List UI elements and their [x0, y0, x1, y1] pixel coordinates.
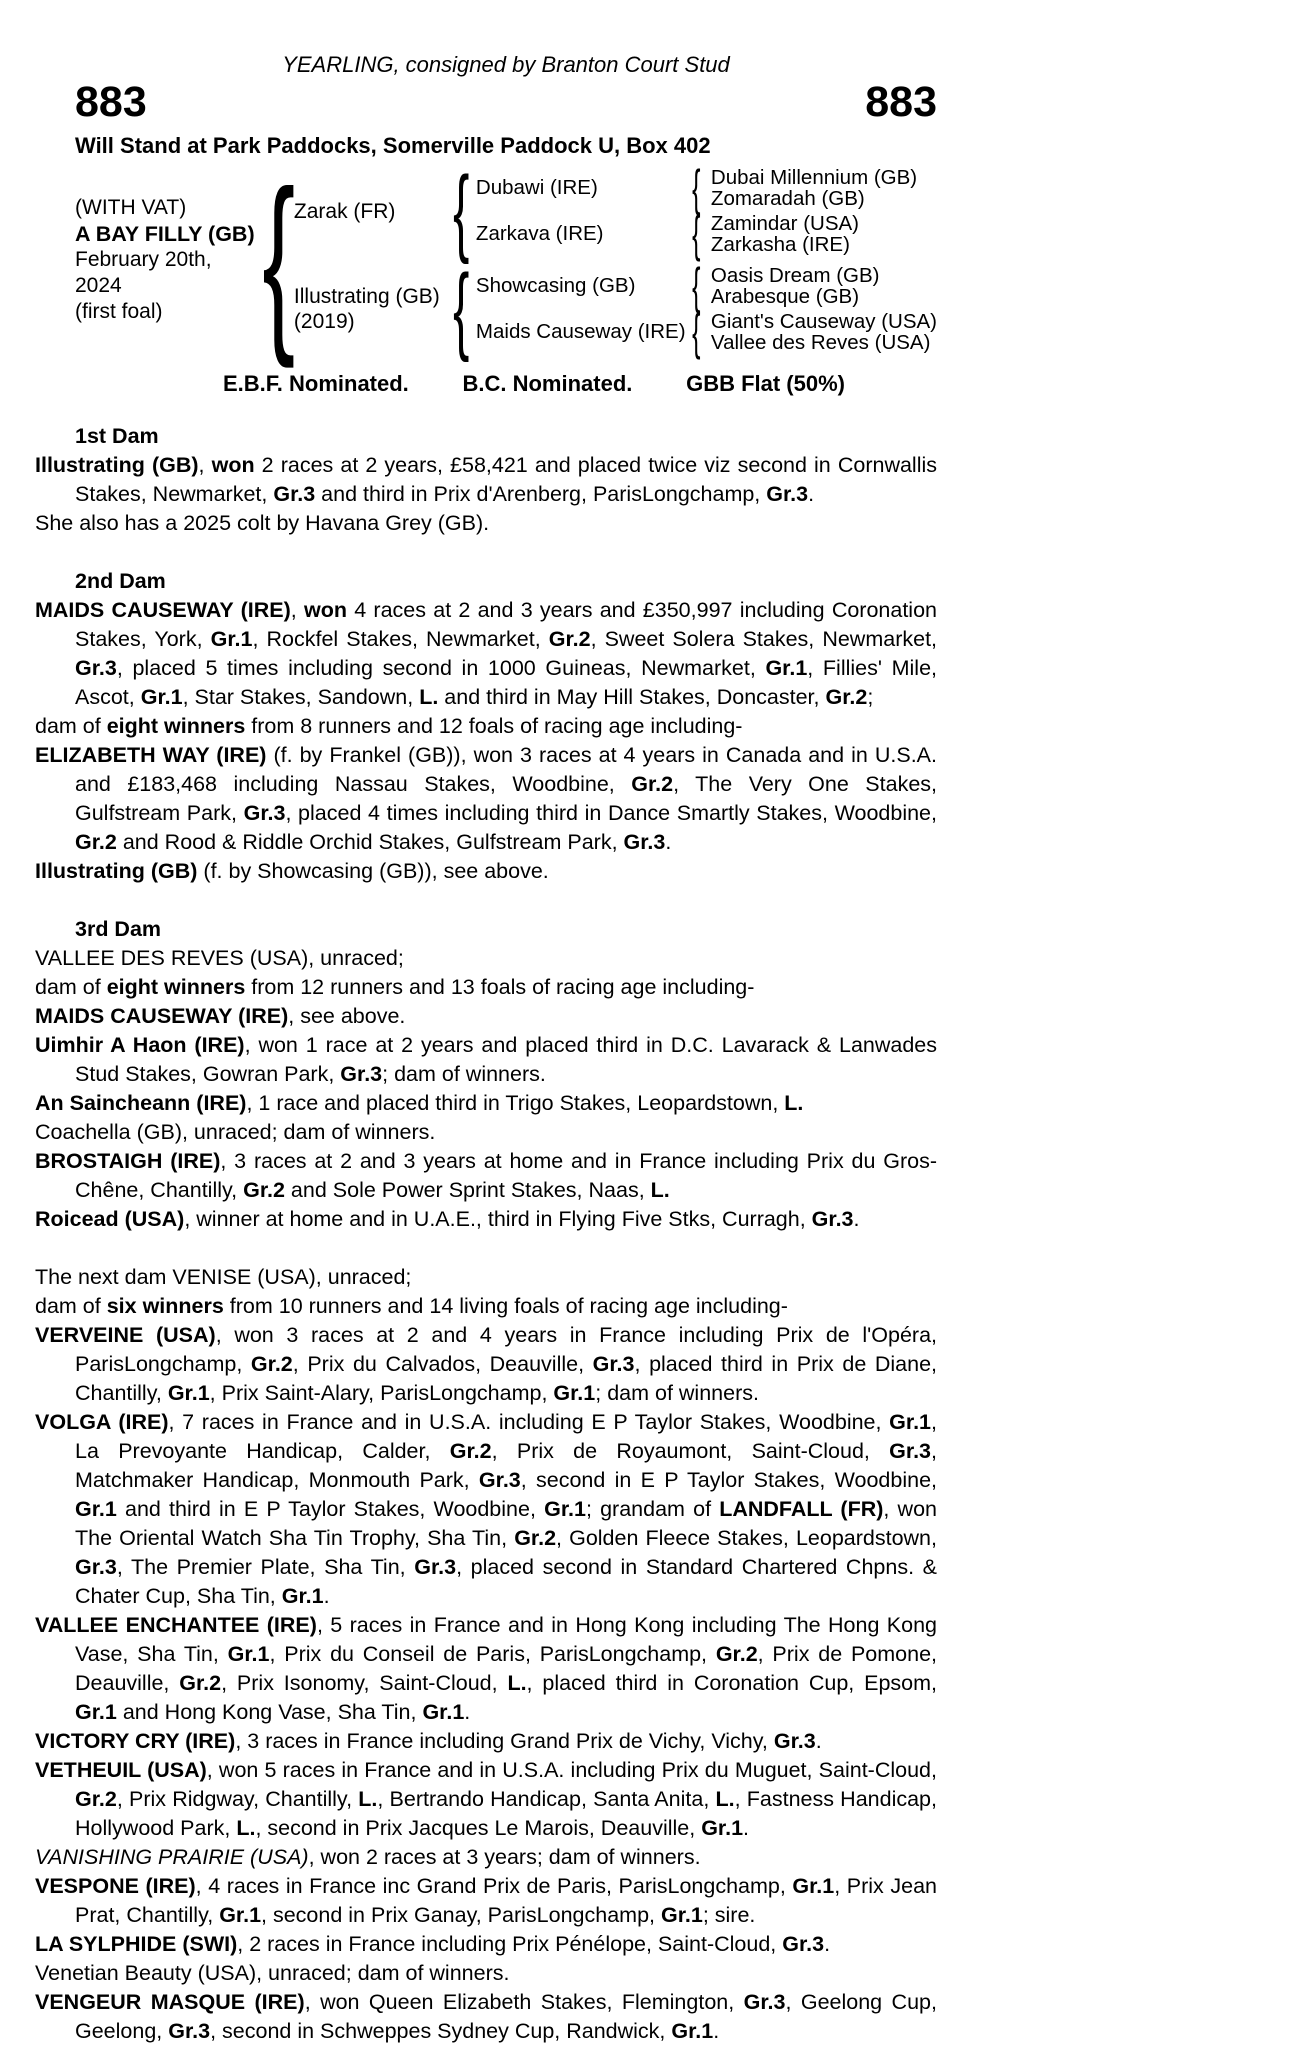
brace-glyph: { — [691, 257, 701, 314]
text-run: An Saincheann (IRE) — [35, 1091, 247, 1115]
text-run: , second in Prix Jacques Le Marois, Deauville, — [255, 1816, 702, 1840]
great-grandparent-pair — [711, 311, 937, 354]
vat-note: (WITH VAT) — [75, 196, 187, 219]
text-run: , won 3 races at 2 and 4 years in France including Prix de l'Opéra, ParisLongchamp, — [75, 1323, 937, 1376]
grandparent-name: Maids Causeway (IRE) — [475, 320, 686, 343]
text-run: BROSTAIGH (IRE) — [35, 1149, 221, 1173]
pedigree-brace-small — [681, 303, 711, 360]
text-run: six winners — [106, 1294, 224, 1318]
text-run: , — [290, 598, 304, 622]
text-run: , Prix du Calvados, Deauville, — [292, 1352, 593, 1376]
text-run: , second in Schweppes Sydney Cup, Randwick, — [210, 2019, 672, 2043]
great-grandparent-name: Oasis Dream (GB) — [710, 263, 880, 287]
brace-glyph: { — [262, 150, 296, 370]
text-run: Gr.2 — [825, 685, 868, 709]
text-run: Gr.2 — [179, 1671, 222, 1695]
brace-glyph: { — [452, 156, 470, 266]
text-run: ; grandam of — [585, 1497, 720, 1521]
text-run: , 1 race and placed third in Trigo Stakes, Leopardstown, — [246, 1091, 785, 1115]
dam-name: Illustrating (GB) — [293, 285, 440, 308]
text-run: , Prix du Conseil de Paris, ParisLongchamp, — [269, 1642, 716, 1666]
sire-parents — [475, 159, 918, 262]
text-run: VALLEE DES REVES (USA), unraced; — [35, 946, 404, 970]
text-run: Illustrating (GB) — [35, 453, 199, 477]
text-run: L. — [507, 1671, 527, 1695]
dam-name-block — [294, 284, 446, 334]
great-grandparent-name: Dubai Millennium (GB) — [710, 165, 918, 189]
dam-section — [35, 1263, 938, 2046]
grandsire-row — [475, 159, 918, 216]
text-run: , Matchmaker Handicap, Monmouth Park, — [75, 1439, 937, 1492]
text-run: , 3 races in France including Grand Prix de Vichy, Vichy, — [235, 1729, 774, 1753]
produce-paragraph — [35, 451, 938, 509]
text-run: , Rockfel Stakes, Newmarket, — [252, 627, 549, 651]
text-run: Gr.3 — [273, 482, 316, 506]
text-run: and Rood & Riddle Orchid Stakes, Gulfstream Park, — [116, 830, 624, 854]
great-grandparent-pair — [711, 167, 917, 210]
dam-year: (2019) — [293, 310, 355, 333]
stand-location-line: Will Stand at Park Paddocks, Somerville Paddock U, Box 402 — [75, 133, 711, 158]
text-run: , Sweet Solera Stakes, Newmarket, — [590, 627, 938, 651]
text-run: , won The Oriental Watch Sha Tin Trophy, Sha Tin, — [75, 1497, 937, 1550]
produce-paragraph — [35, 1002, 937, 1031]
produce-paragraph — [35, 1727, 937, 1756]
text-run: Gr.1 — [210, 627, 253, 651]
bc-nominated: B.C. Nominated. — [462, 371, 633, 396]
text-run: , Fastness Handicap, Hollywood Park, — [75, 1787, 937, 1840]
produce-paragraph — [35, 857, 937, 886]
text-run: ; dam of winners. — [595, 1381, 759, 1405]
text-run: VOLGA (IRE) — [35, 1410, 169, 1434]
text-run: Gr.3 — [592, 1352, 635, 1376]
text-run: , Prix Jean Prat, Chantilly, — [75, 1874, 937, 1927]
lot-number-row — [75, 80, 937, 124]
text-run: Gr.3 — [168, 2019, 211, 2043]
produce-paragraph — [35, 1756, 937, 1843]
text-run: Gr.3 — [478, 1468, 521, 1492]
text-run: from 12 runners and 13 foals of racing age including- — [245, 975, 755, 999]
produce-paragraph — [35, 1147, 937, 1205]
text-run: Gr.1 — [75, 1700, 117, 1724]
dam-section — [35, 567, 938, 886]
text-run: Gr.2 — [250, 1352, 293, 1376]
text-run: , placed third in Coronation Cup, Epsom, — [526, 1671, 937, 1695]
text-run: , Geelong Cup, Geelong, — [75, 1990, 937, 2043]
great-grandparent-name: Arabesque (GB) — [710, 285, 860, 308]
text-run: won — [304, 598, 347, 622]
text-run: Gr.3 — [782, 1932, 825, 1956]
dam-section-heading: 1st Dam — [75, 424, 159, 448]
text-run: 4 races at 2 and 3 years and £350,997 including Coronation Stakes, York, — [75, 598, 937, 651]
text-run: Uimhir A Haon (IRE) — [35, 1033, 245, 1057]
text-run: . — [808, 482, 815, 506]
text-run: Roicead (USA) — [35, 1207, 185, 1231]
pedigree-brace-dam — [446, 254, 476, 364]
text-run: . — [815, 1729, 822, 1753]
dam-section — [35, 422, 938, 538]
produce-paragraph — [35, 596, 938, 712]
text-run: Venetian Beauty (USA), unraced; dam of winners. — [35, 1961, 510, 1985]
sire-branch — [293, 156, 937, 266]
text-run: , Golden Fleece Stakes, Leopardstown, — [556, 1526, 937, 1550]
text-run: Gr.3 — [811, 1207, 854, 1231]
text-run: LA SYLPHIDE (SWI) — [35, 1932, 238, 1956]
text-run: VESPONE (IRE) — [35, 1874, 196, 1898]
text-run: , Prix de Pomone, Deauville, — [75, 1642, 938, 1695]
text-run: Gr.3 — [340, 1062, 383, 1086]
text-run: . — [743, 1816, 750, 1840]
nominations-line — [75, 370, 937, 398]
text-run: Gr.3 — [623, 830, 666, 854]
text-run: , placed 4 times including third in Dance Smartly Stakes, Woodbine, — [285, 801, 937, 825]
text-run: Gr.3 — [766, 482, 809, 506]
lot-number-left: 883 — [75, 78, 147, 126]
produce-paragraph — [35, 1321, 938, 1408]
grandparent-name: Showcasing (GB) — [475, 274, 636, 297]
catalogue-content — [35, 52, 938, 2046]
text-run: Gr.2 — [514, 1526, 557, 1550]
pedigree-brace-small — [681, 257, 711, 314]
sire-name: Zarak (FR) — [293, 199, 396, 223]
dam-section — [35, 915, 938, 1234]
grandsire-row — [475, 257, 937, 314]
produce-paragraph — [35, 973, 937, 1002]
text-run: , Bertrando Handicap, Santa Anita, — [377, 1787, 716, 1811]
produce-paragraph — [35, 741, 937, 857]
text-run: Gr.1 — [75, 1497, 117, 1521]
text-run: Gr.1 — [544, 1497, 586, 1521]
pedigree-brace-small — [681, 205, 711, 262]
subject-details — [75, 195, 264, 325]
text-run: L. — [236, 1816, 256, 1840]
text-run: and third in E P Taylor Stakes, Woodbine, — [116, 1497, 545, 1521]
dam-parents — [475, 257, 937, 360]
subject-horse-name: A BAY FILLY (GB) — [75, 222, 255, 246]
text-run: MAIDS CAUSEWAY (IRE) — [35, 598, 291, 622]
dam-section-heading: 3rd Dam — [75, 917, 162, 941]
text-run: . — [713, 2019, 720, 2043]
text-run: Gr.1 — [792, 1874, 835, 1898]
text-run: Gr.2 — [449, 1439, 492, 1463]
text-run: , 4 races in France inc Grand Prix de Paris, ParisLongchamp, — [195, 1874, 793, 1898]
text-run: from 10 runners and 14 living foals of racing age including- — [223, 1294, 788, 1318]
pedigree-brace-sire — [446, 156, 476, 266]
granddam-row — [475, 205, 917, 262]
text-run: 2 races at 2 years, £58,421 and placed twice viz second in Cornwallis Stakes, Newmarket, — [75, 453, 938, 506]
text-run: , won Queen Elizabeth Stakes, Flemington, — [304, 1990, 744, 2014]
text-run: L. — [650, 1178, 670, 1202]
produce-paragraph — [35, 1031, 938, 1089]
text-run: Gr.2 — [548, 627, 591, 651]
produce-paragraph — [35, 1089, 937, 1118]
text-run: Gr.1 — [553, 1381, 596, 1405]
text-run: . — [824, 1932, 831, 1956]
produce-paragraph — [35, 1205, 937, 1234]
text-run: , second in Prix Ganay, ParisLongchamp, — [261, 1903, 661, 1927]
produce-paragraph — [35, 1930, 937, 1959]
produce-paragraph — [35, 712, 937, 741]
brace-glyph: { — [691, 303, 701, 360]
text-run: Gr.2 — [243, 1178, 285, 1202]
text-run: , won 1 race at 2 years and placed third in D.C. Lavarack & Lanwades Stud Stakes, Gowran Park, — [75, 1033, 938, 1086]
great-grandparent-pair — [711, 213, 859, 256]
grandparent-name: Dubawi (IRE) — [475, 176, 598, 199]
great-grandparent-pair — [711, 265, 880, 308]
text-run: Gr.1 — [671, 2019, 714, 2043]
text-run: L. — [715, 1787, 735, 1811]
text-run: Gr.1 — [140, 685, 183, 709]
produce-paragraph — [35, 1611, 938, 1727]
text-run: dam of — [35, 975, 107, 999]
text-run: VETHEUIL (USA) — [35, 1758, 207, 1782]
produce-paragraph — [35, 1843, 937, 1872]
text-run: Gr.2 — [75, 1787, 117, 1811]
text-run: (f. by Frankel (GB)), won 3 races at 4 years in Canada and in U.S.A. and £183,468 including Nassau Stakes, Woodbine, — [75, 743, 937, 796]
text-run: Gr.1 — [227, 1642, 270, 1666]
text-run: , La Prevoyante Handicap, Calder, — [75, 1410, 937, 1463]
text-run: , 3 races at 2 and 3 years at home and in France including Prix du Gros-Chêne, Chantilly, — [75, 1149, 937, 1202]
produce-paragraph — [35, 944, 937, 973]
text-run: . — [323, 1584, 330, 1608]
text-run: ELIZABETH WAY (IRE) — [35, 743, 267, 767]
text-run: L. — [419, 685, 439, 709]
text-run: eight winners — [106, 975, 246, 999]
text-run: L. — [358, 1787, 378, 1811]
text-run: Gr.3 — [743, 1990, 786, 2014]
text-run: Gr.3 — [773, 1729, 816, 1753]
pedigree-table — [75, 150, 937, 370]
text-run: , see above. — [288, 1004, 406, 1028]
text-run: and Sole Power Sprint Stakes, Naas, — [284, 1178, 651, 1202]
produce-paragraph — [35, 1872, 937, 1930]
text-run: She also has a 2025 colt by Havana Grey (GB). — [35, 511, 490, 535]
ebf-nominated: E.B.F. Nominated. — [223, 371, 409, 396]
pedigree-generations — [293, 156, 937, 364]
text-run: VICTORY CRY (IRE) — [35, 1729, 236, 1753]
text-run: , 7 races in France and in U.S.A. including E P Taylor Stakes, Woodbine, — [168, 1410, 890, 1434]
pedigree-brace-small — [681, 159, 711, 216]
lot-number-right: 883 — [865, 78, 937, 126]
foal-note: (first foal) — [75, 300, 163, 323]
text-run: won — [211, 453, 255, 477]
text-run: , The Premier Plate, Sha Tin, — [116, 1555, 415, 1579]
text-run: Gr.1 — [422, 1700, 465, 1724]
text-run: . — [464, 1700, 471, 1724]
text-run: ; sire. — [702, 1903, 756, 1927]
text-run: , Star Stakes, Sandown, — [182, 685, 420, 709]
great-grandparent-name: Zarkasha (IRE) — [710, 233, 850, 256]
produce-paragraph — [35, 1959, 937, 1988]
text-run: Gr.1 — [889, 1410, 932, 1434]
text-run: . — [665, 830, 672, 854]
text-run: from 8 runners and 12 foals of racing age including- — [245, 714, 743, 738]
text-run: Gr.2 — [715, 1642, 758, 1666]
text-run: Gr.1 — [765, 656, 808, 680]
text-run: , Fillies' Mile, Ascot, — [75, 656, 938, 709]
text-run: , won 2 races at 3 years; dam of winners. — [308, 1845, 701, 1869]
text-run: Gr.1 — [167, 1381, 210, 1405]
text-run: , — [198, 453, 212, 477]
text-run: LANDFALL (FR) — [719, 1497, 884, 1521]
produce-record — [35, 422, 938, 2046]
brace-glyph: { — [691, 159, 701, 216]
produce-paragraph — [35, 1292, 937, 1321]
text-run: VALLEE ENCHANTEE (IRE) — [35, 1613, 317, 1637]
pedigree-brace-main — [262, 150, 296, 370]
text-run: , winner at home and in U.A.E., third in Flying Five Stks, Curragh, — [184, 1207, 812, 1231]
text-run: Gr.1 — [701, 1816, 744, 1840]
text-run: Gr.3 — [75, 1555, 117, 1579]
text-run: (f. by Showcasing (GB)), see above. — [197, 859, 549, 883]
text-run: MAIDS CAUSEWAY (IRE) — [35, 1004, 289, 1028]
text-run: and Hong Kong Vase, Sha Tin, — [116, 1700, 423, 1724]
text-run: Gr.1 — [219, 1903, 262, 1927]
great-grandparent-name: Giant's Causeway (USA) — [710, 309, 937, 333]
consignor-line: YEARLING, consigned by Branton Court Stud — [282, 52, 730, 77]
text-run: , Prix Isonomy, Saint-Cloud, — [221, 1671, 508, 1695]
great-grandparent-name: Zamindar (USA) — [710, 211, 860, 235]
text-run: ; — [867, 685, 874, 709]
text-run: , Prix Ridgway, Chantilly, — [116, 1787, 359, 1811]
text-run: , placed second in Standard Chartered Chpns. & Chater Cup, Sha Tin, — [75, 1555, 937, 1608]
produce-paragraph — [35, 509, 937, 538]
text-run: , second in E P Taylor Stakes, Woodbine, — [520, 1468, 937, 1492]
produce-paragraph — [35, 1263, 937, 1292]
text-run: , 2 races in France including Prix Pénélope, Saint-Cloud, — [237, 1932, 783, 1956]
produce-paragraph — [35, 1408, 937, 1611]
text-run: VERVEINE (USA) — [35, 1323, 216, 1347]
granddam-row — [475, 303, 937, 360]
produce-paragraph — [35, 1118, 937, 1147]
text-run: , placed 5 times including second in 1000 Guineas, Newmarket, — [116, 656, 766, 680]
text-run: , placed third in Prix de Diane, Chantilly, — [75, 1352, 938, 1405]
text-run: Gr.2 — [75, 830, 117, 854]
text-run: Coachella (GB), unraced; dam of winners. — [35, 1120, 436, 1144]
text-run: Gr.3 — [414, 1555, 457, 1579]
brace-glyph: { — [452, 254, 470, 364]
text-run: ; dam of winners. — [382, 1062, 546, 1086]
text-run: Gr.1 — [660, 1903, 703, 1927]
text-run: eight winners — [106, 714, 246, 738]
brace-glyph: { — [691, 205, 701, 262]
gbb-flat: GBB Flat (50%) — [686, 371, 845, 396]
grandparent-name: Zarkava (IRE) — [475, 222, 604, 245]
text-run: , won 5 races in France and in U.S.A. including Prix du Muguet, Saint-Cloud, — [206, 1758, 937, 1782]
text-run: VANISHING PRAIRIE (USA) — [35, 1845, 309, 1869]
text-run: Gr.1 — [281, 1584, 324, 1608]
text-run: dam of — [35, 714, 107, 738]
text-run: and third in May Hill Stakes, Doncaster, — [438, 685, 826, 709]
text-run: VENGEUR MASQUE (IRE) — [35, 1990, 305, 2014]
text-run: dam of — [35, 1294, 107, 1318]
text-run: Gr.2 — [631, 772, 674, 796]
text-run: . — [853, 1207, 860, 1231]
text-run: , Prix de Royaumont, Saint-Cloud, — [491, 1439, 890, 1463]
text-run: and third in Prix d'Arenberg, ParisLongchamp, — [315, 482, 767, 506]
produce-paragraph — [35, 1988, 937, 2046]
text-run: Illustrating (GB) — [35, 859, 198, 883]
text-run: Gr.3 — [243, 801, 286, 825]
text-run: Gr.3 — [75, 656, 117, 680]
text-run: L. — [784, 1091, 804, 1115]
text-run: The next dam VENISE (USA), unraced; — [35, 1265, 412, 1289]
great-grandparent-name: Zomaradah (GB) — [710, 187, 865, 210]
dam-section-heading: 2nd Dam — [75, 569, 166, 593]
text-run: , 5 races in France and in Hong Kong including The Hong Kong Vase, Sha Tin, — [75, 1613, 937, 1666]
text-run: , Prix Saint-Alary, ParisLongchamp, — [209, 1381, 554, 1405]
foaling-date: February 20th, 2024 — [75, 248, 212, 297]
great-grandparent-name: Vallee des Reves (USA) — [710, 331, 931, 354]
text-run: Gr.3 — [889, 1439, 932, 1463]
text-run: , The Very One Stakes, Gulfstream Park, — [75, 772, 937, 825]
dam-branch — [293, 254, 937, 364]
